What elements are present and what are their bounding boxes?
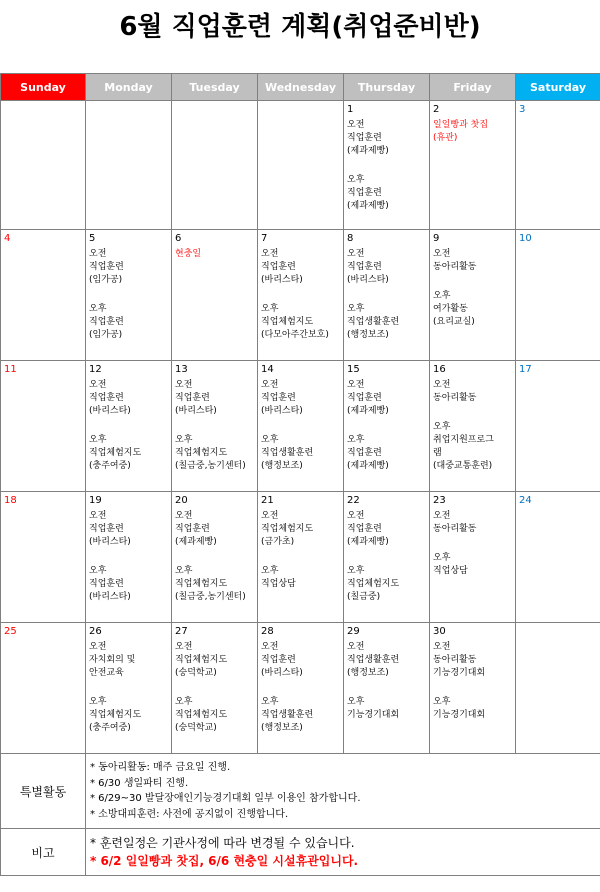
afternoon-schedule xyxy=(175,565,254,604)
schedule-line: (칠금중,농기센터) xyxy=(175,592,246,602)
day-cell xyxy=(344,101,430,230)
day-cell xyxy=(172,230,258,361)
day-cell xyxy=(1,361,86,492)
schedule-line: 직업훈련 xyxy=(347,262,382,272)
schedule-line: 오후 xyxy=(175,697,193,707)
remark-line: * 훈련일정은 기관사정에 따라 변경될 수 있습니다. xyxy=(90,836,355,850)
morning-schedule xyxy=(433,379,512,405)
schedule-line: (바리스타) xyxy=(89,406,131,416)
schedule-line: 오후 xyxy=(261,697,279,707)
special-activity-notes xyxy=(86,754,600,829)
schedule-line: 직업훈련 xyxy=(347,448,382,458)
schedule-line: 직업체험지도 xyxy=(261,317,314,327)
schedule-line: 직업훈련 xyxy=(261,262,296,272)
header-thursday: Thursday xyxy=(344,74,430,101)
day-number: 29 xyxy=(347,626,360,637)
schedule-line: 오전 xyxy=(261,249,279,259)
schedule-line: (제과제빵) xyxy=(347,537,389,547)
day-cell xyxy=(86,623,172,754)
schedule-line: 오후 xyxy=(433,291,451,301)
morning-schedule xyxy=(175,510,254,549)
schedule-line: 오후 xyxy=(175,435,193,445)
page-title: 6월 직업훈련 계획(취업준비반) xyxy=(119,12,481,42)
afternoon-schedule xyxy=(433,552,512,578)
schedule-line: (임가공) xyxy=(89,275,123,285)
schedule-line: 안전교육 xyxy=(89,668,124,678)
schedule-line: (제과제빵) xyxy=(347,146,389,156)
schedule-line: 직업훈련 xyxy=(261,393,296,403)
afternoon-schedule xyxy=(89,303,168,342)
schedule-line: 직업훈련 xyxy=(347,188,382,198)
day-number: 18 xyxy=(4,495,17,506)
afternoon-schedule xyxy=(433,696,512,722)
day-number: 1 xyxy=(347,104,354,115)
schedule-line: 오후 xyxy=(89,435,107,445)
schedule-line: (휴관) xyxy=(433,133,458,143)
schedule-line: 오후 xyxy=(261,304,279,314)
day-number: 30 xyxy=(433,626,446,637)
schedule-line: (제과제빵) xyxy=(347,406,389,416)
day-number: 17 xyxy=(519,364,532,375)
morning-schedule xyxy=(261,510,340,549)
schedule-line: 오전 xyxy=(175,511,193,521)
schedule-line: 직업훈련 xyxy=(261,655,296,665)
day-number: 9 xyxy=(433,233,440,244)
week-row xyxy=(1,230,600,361)
schedule-line: (임가공) xyxy=(89,330,123,340)
schedule-line: 오후 xyxy=(89,566,107,576)
day-cell xyxy=(258,230,344,361)
schedule-line: 직업생활훈련 xyxy=(261,448,314,458)
day-number: 26 xyxy=(89,626,102,637)
schedule-line: 직업훈련 xyxy=(175,524,210,534)
schedule-line: 오전 xyxy=(175,642,193,652)
schedule-line: 직업훈련 xyxy=(89,262,124,272)
schedule-line: 오후 xyxy=(89,304,107,314)
schedule-line: 직업체험지도 xyxy=(175,448,228,458)
day-cell xyxy=(430,623,516,754)
schedule-line: 기능경기대회 xyxy=(433,710,486,720)
day-number: 22 xyxy=(347,495,360,506)
schedule-line: 오후 xyxy=(347,435,365,445)
afternoon-schedule xyxy=(347,696,426,722)
morning-schedule xyxy=(347,119,426,158)
day-number: 27 xyxy=(175,626,188,637)
weekday-header-row xyxy=(1,74,600,101)
special-activity-row xyxy=(1,754,600,829)
day-number: 25 xyxy=(4,626,17,637)
day-cell xyxy=(516,361,600,492)
schedule-line: 오후 xyxy=(433,697,451,707)
schedule-line: 직업훈련 xyxy=(347,133,382,143)
schedule-line: (행정보조) xyxy=(347,668,389,678)
schedule-line: 오전 xyxy=(347,120,365,130)
day-cell xyxy=(430,230,516,361)
day-cell xyxy=(1,230,86,361)
schedule-line: 오전 xyxy=(347,642,365,652)
schedule-line: 오후 xyxy=(433,422,451,432)
day-cell xyxy=(258,623,344,754)
day-number: 28 xyxy=(261,626,274,637)
schedule-line: 오전 xyxy=(433,249,451,259)
week-row xyxy=(1,101,600,230)
schedule-line: 램 xyxy=(433,448,442,458)
schedule-line: 직업생활훈련 xyxy=(347,317,400,327)
schedule-line: 동아리활동 xyxy=(433,262,477,272)
schedule-line: (칠금중,농기센터) xyxy=(175,461,246,471)
schedule-line: (숭덕학교) xyxy=(175,723,217,733)
week-row xyxy=(1,623,600,754)
day-cell xyxy=(344,361,430,492)
schedule-line: (요리교실) xyxy=(433,317,475,327)
day-number: 14 xyxy=(261,364,274,375)
schedule-line: (다모아주간보호) xyxy=(261,330,329,340)
day-number: 16 xyxy=(433,364,446,375)
schedule-line: 오전 xyxy=(89,511,107,521)
schedule-line: 오전 xyxy=(347,380,365,390)
day-cell xyxy=(430,492,516,623)
afternoon-schedule xyxy=(261,696,340,735)
morning-schedule xyxy=(89,379,168,418)
schedule-line: (행정보조) xyxy=(261,723,303,733)
schedule-line: (충주여중) xyxy=(89,723,131,733)
schedule-line: (바리스타) xyxy=(261,275,303,285)
morning-schedule xyxy=(89,248,168,287)
schedule-line: 직업체험지도 xyxy=(261,524,314,534)
schedule-line: 직업생활훈련 xyxy=(261,710,314,720)
calendar-weeks xyxy=(1,101,600,754)
schedule-line: 오후 xyxy=(175,566,193,576)
remarks-label: 비고 xyxy=(1,829,86,876)
schedule-line: (바리스타) xyxy=(261,668,303,678)
day-cell xyxy=(344,230,430,361)
header-wednesday: Wednesday xyxy=(258,74,344,101)
schedule-line: 오전 xyxy=(347,249,365,259)
schedule-line: (행정보조) xyxy=(261,461,303,471)
schedule-line: 직업체험지도 xyxy=(347,579,400,589)
morning-schedule xyxy=(261,641,340,680)
special-activity-label: 특별활동 xyxy=(1,754,86,829)
day-number: 10 xyxy=(519,233,532,244)
schedule-line: 오전 xyxy=(89,380,107,390)
schedule-line: (바리스타) xyxy=(261,406,303,416)
week-row xyxy=(1,492,600,623)
day-cell xyxy=(86,230,172,361)
schedule-line: 동아리활동 xyxy=(433,524,477,534)
schedule-line: 오전 xyxy=(433,511,451,521)
schedule-line: 오전 xyxy=(433,642,451,652)
afternoon-schedule xyxy=(261,434,340,473)
schedule-line: 오전 xyxy=(89,249,107,259)
afternoon-schedule xyxy=(433,290,512,329)
day-cell xyxy=(516,230,600,361)
day-number: 19 xyxy=(89,495,102,506)
schedule-line: 일일빵과 찻집 xyxy=(433,120,489,130)
afternoon-schedule xyxy=(89,434,168,473)
header-tuesday: Tuesday xyxy=(172,74,258,101)
morning-schedule xyxy=(261,248,340,287)
day-cell xyxy=(1,101,86,230)
day-number: 12 xyxy=(89,364,102,375)
day-number: 23 xyxy=(433,495,446,506)
schedule-line: (바리스타) xyxy=(89,592,131,602)
afternoon-schedule xyxy=(347,565,426,604)
note-line: * 6/30 생일파티 진행. xyxy=(90,777,189,789)
morning-schedule xyxy=(175,379,254,418)
afternoon-schedule xyxy=(175,434,254,473)
afternoon-schedule xyxy=(89,565,168,604)
calendar-table xyxy=(0,73,600,876)
schedule-line: (바리스타) xyxy=(347,275,389,285)
day-cell xyxy=(430,101,516,230)
day-number: 20 xyxy=(175,495,188,506)
schedule-line: (충주여중) xyxy=(89,461,131,471)
schedule-line: 오전 xyxy=(261,380,279,390)
schedule-line: 오후 xyxy=(347,304,365,314)
day-cell xyxy=(430,361,516,492)
schedule-line: (바리스타) xyxy=(89,537,131,547)
morning-schedule xyxy=(261,379,340,418)
morning-schedule xyxy=(89,510,168,549)
day-cell xyxy=(516,101,600,230)
schedule-line: 자치회의 및 xyxy=(89,655,136,665)
note-line: * 6/29~30 발달장애인기능경기대회 일부 이용인 참가합니다. xyxy=(90,793,361,804)
schedule-line: 오후 xyxy=(89,697,107,707)
schedule-line: 오후 xyxy=(347,697,365,707)
schedule-line: 오전 xyxy=(261,642,279,652)
afternoon-schedule xyxy=(89,696,168,735)
schedule-line: 오후 xyxy=(261,435,279,445)
day-number: 5 xyxy=(89,233,96,244)
schedule-line: 직업훈련 xyxy=(89,524,124,534)
day-cell xyxy=(86,361,172,492)
schedule-line: (행정보조) xyxy=(347,330,389,340)
morning-schedule xyxy=(347,641,426,680)
day-cell xyxy=(258,361,344,492)
schedule-line: 현충일 xyxy=(175,249,202,259)
schedule-line: 기능경기대회 xyxy=(347,710,400,720)
day-cell xyxy=(344,623,430,754)
schedule-line: 직업체험지도 xyxy=(89,710,142,720)
afternoon-schedule xyxy=(261,303,340,342)
special-note xyxy=(433,119,512,145)
day-number: 8 xyxy=(347,233,354,244)
header-sunday: Sunday xyxy=(1,74,86,101)
day-cell xyxy=(172,361,258,492)
day-cell xyxy=(86,101,172,230)
day-number: 24 xyxy=(519,495,532,506)
day-number: 15 xyxy=(347,364,360,375)
schedule-line: (제과제빵) xyxy=(347,201,389,211)
schedule-line: 직업훈련 xyxy=(347,524,382,534)
schedule-line: (금가초) xyxy=(261,537,295,547)
schedule-line: 동아리활동 xyxy=(433,393,477,403)
day-cell xyxy=(1,492,86,623)
day-number: 4 xyxy=(4,233,11,244)
note-line: * 동아리활동: 매주 금요일 진행. xyxy=(90,762,231,773)
morning-schedule xyxy=(347,379,426,418)
schedule-line: 직업체험지도 xyxy=(89,448,142,458)
day-number: 3 xyxy=(519,104,526,115)
schedule-line: 직업훈련 xyxy=(89,579,124,589)
schedule-line: (숭덕학교) xyxy=(175,668,217,678)
afternoon-schedule xyxy=(347,303,426,342)
schedule-line: 기능경기대회 xyxy=(433,668,486,678)
schedule-line: 직업상담 xyxy=(433,566,468,576)
afternoon-schedule xyxy=(261,565,340,591)
morning-schedule xyxy=(89,641,168,680)
day-cell xyxy=(516,492,600,623)
afternoon-schedule xyxy=(347,174,426,213)
schedule-line: 직업체험지도 xyxy=(175,655,228,665)
schedule-line: 직업체험지도 xyxy=(175,710,228,720)
special-note xyxy=(175,248,254,261)
schedule-line: (칠금중) xyxy=(347,592,381,602)
day-number: 13 xyxy=(175,364,188,375)
schedule-line: 취업지원프로그 xyxy=(433,435,494,445)
schedule-line: 동아리활동 xyxy=(433,655,477,665)
schedule-line: 직업체험지도 xyxy=(175,579,228,589)
schedule-line: 여가활동 xyxy=(433,304,468,314)
schedule-line: (제과제빵) xyxy=(347,461,389,471)
day-cell xyxy=(516,623,600,754)
day-cell xyxy=(258,492,344,623)
header-friday: Friday xyxy=(430,74,516,101)
day-number: 11 xyxy=(4,364,17,375)
morning-schedule xyxy=(347,510,426,549)
schedule-line: 직업훈련 xyxy=(89,317,124,327)
day-cell xyxy=(1,623,86,754)
week-row xyxy=(1,361,600,492)
day-cell xyxy=(172,101,258,230)
schedule-line: 직업상담 xyxy=(261,579,296,589)
day-cell xyxy=(172,492,258,623)
afternoon-schedule xyxy=(175,696,254,735)
remarks-notes xyxy=(86,829,600,876)
afternoon-schedule xyxy=(433,421,512,473)
schedule-line: 오전 xyxy=(261,511,279,521)
schedule-line: 직업생활훈련 xyxy=(347,655,400,665)
schedule-line: 오전 xyxy=(175,380,193,390)
day-cell xyxy=(172,623,258,754)
day-cell xyxy=(86,492,172,623)
schedule-line: 오전 xyxy=(347,511,365,521)
schedule-line: (제과제빵) xyxy=(175,537,217,547)
schedule-line: (바리스타) xyxy=(175,406,217,416)
schedule-line: 오전 xyxy=(89,642,107,652)
morning-schedule xyxy=(347,248,426,287)
morning-schedule xyxy=(433,510,512,536)
day-number: 7 xyxy=(261,233,268,244)
schedule-line: 오후 xyxy=(261,566,279,576)
schedule-line: 직업훈련 xyxy=(347,393,382,403)
morning-schedule xyxy=(433,641,512,680)
day-number: 6 xyxy=(175,233,182,244)
afternoon-schedule xyxy=(347,434,426,473)
schedule-line: 오전 xyxy=(433,380,451,390)
remark-line-highlight: * 6/2 일일빵과 찻집, 6/6 현충일 시설휴관입니다. xyxy=(90,854,359,868)
day-cell xyxy=(258,101,344,230)
header-saturday: Saturday xyxy=(516,74,600,101)
day-number: 2 xyxy=(433,104,440,115)
schedule-line: 오후 xyxy=(433,553,451,563)
morning-schedule xyxy=(175,641,254,680)
day-number: 21 xyxy=(261,495,274,506)
note-line: * 소방대피훈련: 사전에 공지없이 진행합니다. xyxy=(90,808,289,820)
schedule-line: 직업훈련 xyxy=(89,393,124,403)
morning-schedule xyxy=(433,248,512,274)
day-cell xyxy=(344,492,430,623)
schedule-line: 직업훈련 xyxy=(175,393,210,403)
header-monday: Monday xyxy=(86,74,172,101)
schedule-line: 오후 xyxy=(347,175,365,185)
schedule-line: (대중교통훈련) xyxy=(433,461,493,471)
remarks-row xyxy=(1,829,600,876)
schedule-line: 오후 xyxy=(347,566,365,576)
